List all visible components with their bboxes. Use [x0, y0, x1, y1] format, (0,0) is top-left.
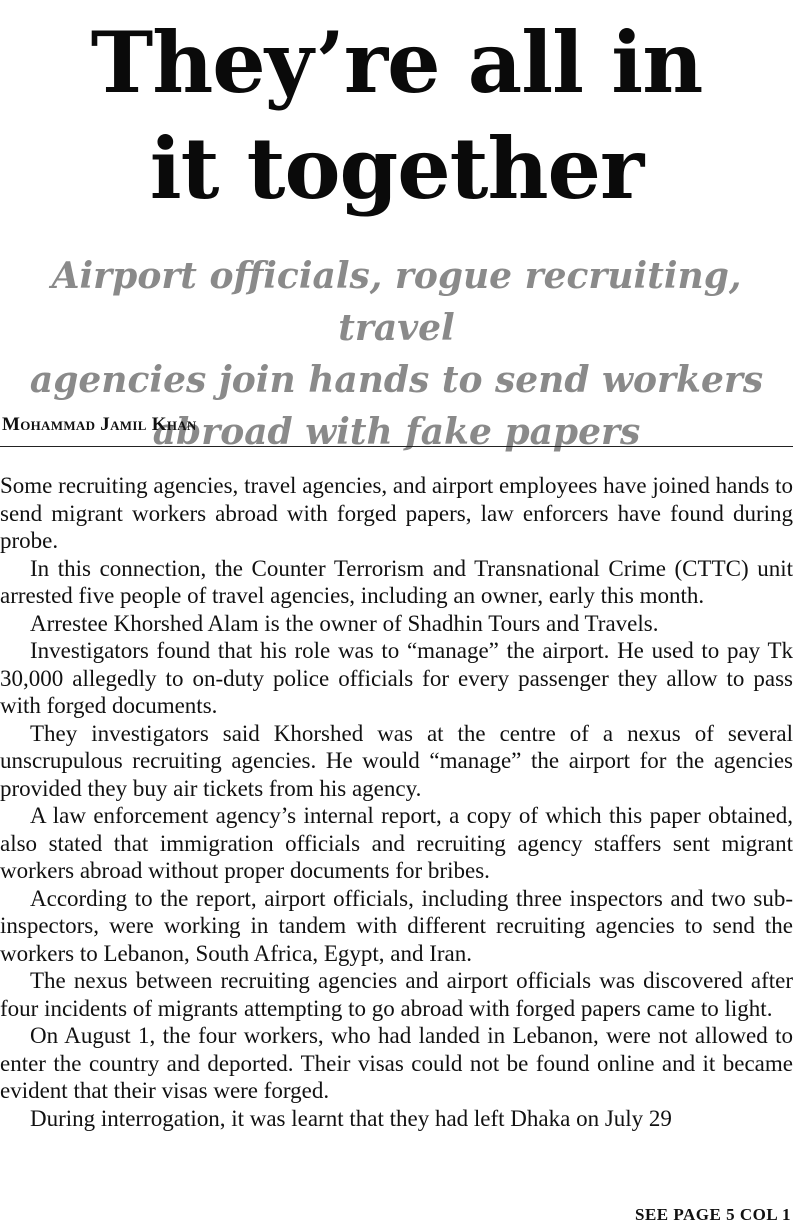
subheadline-line: agencies join hands to send workers — [29, 359, 764, 401]
continued-on-page-note: SEE PAGE 5 COL 1 — [635, 1205, 791, 1224]
article-paragraph: Arrestee Khorshed Alam is the owner of Shadhin Tours and Travels. — [30, 610, 659, 636]
article-paragraph: They investigators said Khorshed was at the centre of a nexus of several unscrupulous recruiting agencies. He would “manage” the airport for the agencies provided they buy air tickets from his agency. — [0, 720, 793, 801]
byline-divider — [0, 446, 793, 447]
headline-line: it together — [149, 119, 644, 218]
article-paragraph: In this connection, the Counter Terrorism and Transnational Crime (CTTC) unit arrested five people of travel agencies, including an owner, early this month. — [0, 555, 793, 608]
article-paragraph: On August 1, the four workers, who had landed in Lebanon, were not allowed to enter the country and deported. Their visas could not be found online and it became evident that their visas were forged. — [0, 1023, 793, 1103]
subheadline-line: abroad with fake papers — [152, 411, 641, 453]
article-body — [0, 472, 793, 1132]
article-paragraph: During interrogation, it was learnt that they had left Dhaka on July 29 — [30, 1105, 672, 1131]
headline — [0, 10, 793, 222]
article-paragraph: According to the report, airport officials, including three inspectors and two sub-inspectors, were working in tandem with different recruiting agencies to send the workers to Lebanon, South Africa, Egypt, and Iran. — [0, 885, 793, 966]
byline: Mohammad Jamil Khan — [2, 414, 197, 435]
headline-line: They’re all in — [90, 13, 703, 112]
article-paragraph: The nexus between recruiting agencies and airport officials was discovered after four incidents of migrants attempting to go abroad with forged papers came to light. — [0, 968, 793, 1021]
article-paragraph: Investigators found that his role was to “manage” the airport. He used to pay Tk 30,000 allegedly to on-duty police officials for every passenger they allow to pass with forged documents. — [0, 638, 793, 718]
article-paragraph: Some recruiting agencies, travel agencies, and airport employees have joined hands to send migrant workers abroad with forged papers, law enforcers have found during probe. — [0, 473, 793, 553]
subheadline-line: Airport officials, rogue recruiting, travel — [51, 255, 742, 349]
article-paragraph: A law enforcement agency’s internal report, a copy of which this paper obtained, also stated that immigration officials and recruiting agency staffers sent migrant workers abroad without proper documents for bribes. — [0, 803, 793, 883]
